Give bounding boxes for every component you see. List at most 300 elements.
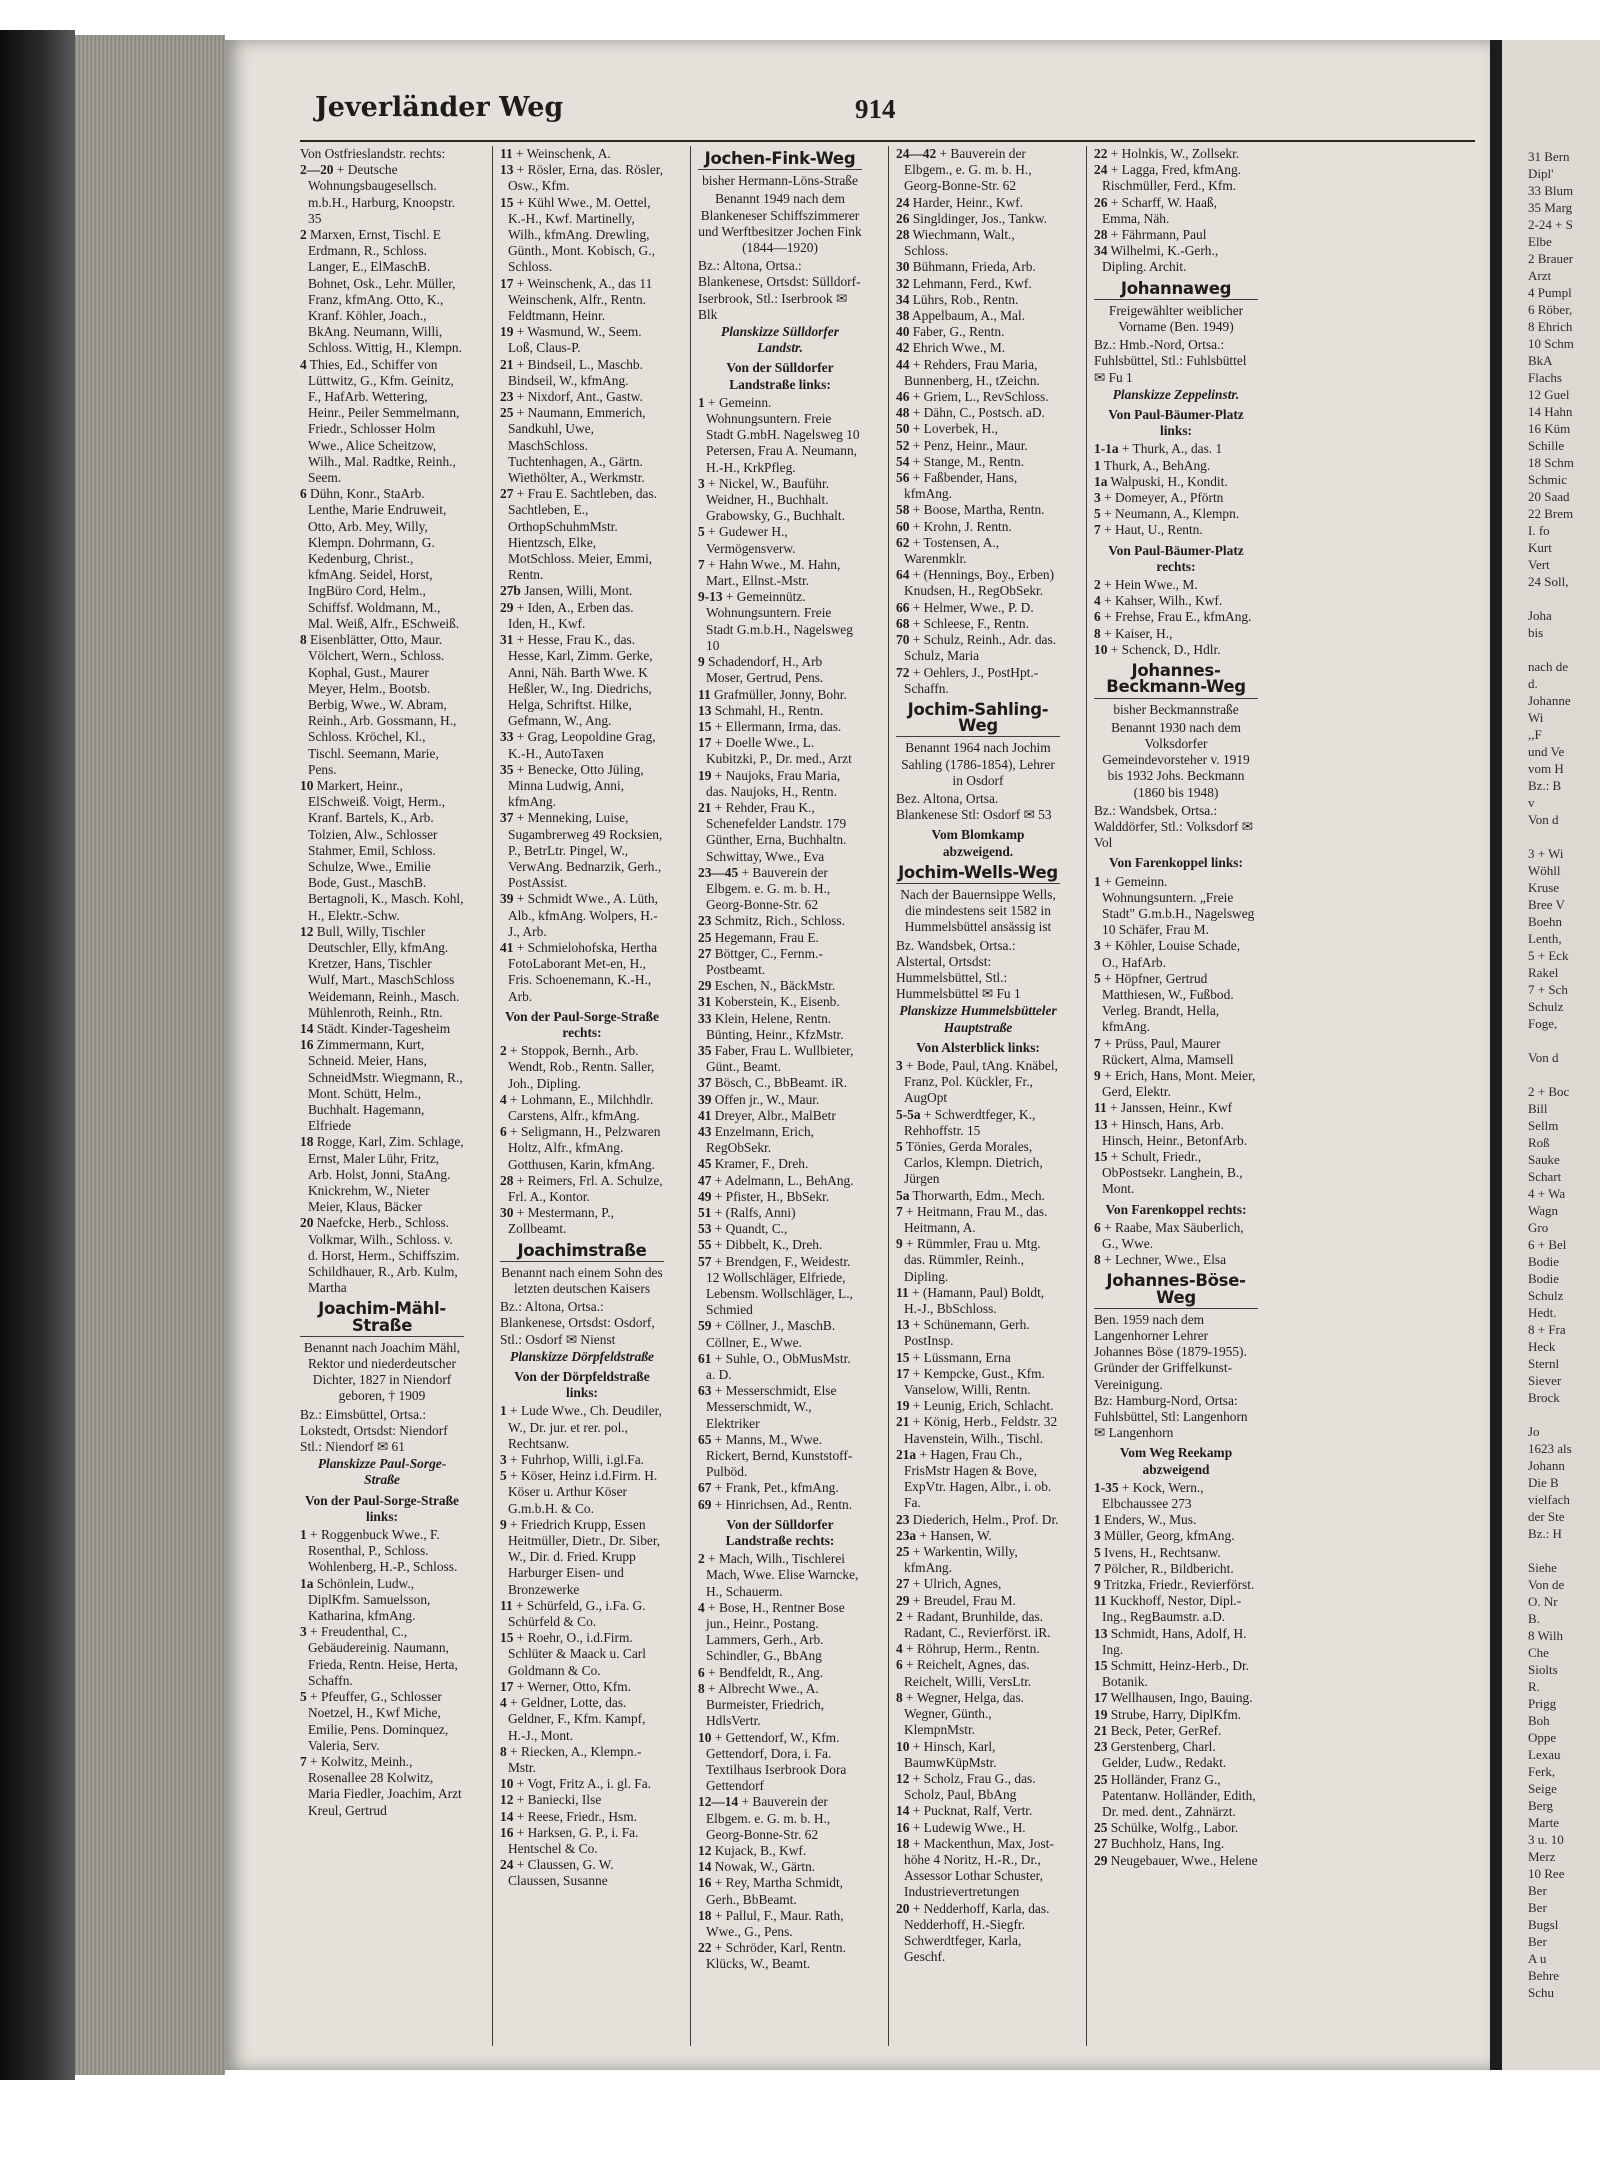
running-street-title: Jeverländer Weg — [315, 92, 564, 123]
address-entry — [698, 1075, 862, 1091]
entry-text: + Mackenthun, Max, Jost-höhe 4 Noritz, H.-R., Dr., Assessor Lothar Schuster, Industrievertretungen — [904, 1835, 1054, 1900]
section-label: Von Alsterblick links: — [916, 1039, 1040, 1055]
house-number: 2 — [896, 1608, 903, 1624]
entry-text: + Thurk, A., das. 1 — [1118, 441, 1223, 457]
entry-text: + Hesse, Frau K., das. Hesse, Karl, Zimm. Gerke, Anni, Näh. Barth Wwe. K Heßler, W., Ing. Diedrichs, Helga, Schriftst. Hilke, Gefmann, W., Ang. — [508, 632, 653, 729]
house-number: 12 — [500, 1792, 514, 1808]
entry-text: Bull, Willy, Tischler Deutschler, Elly, kfmAng. Kretzer, Hans, Tischler Wulf, Mart., MaschSchloss Weidemann, Reinh., Masch. Mühlenroth, Reinh., Rtn. — [308, 923, 460, 1020]
house-number: 23a — [896, 1527, 917, 1543]
entry-text: + Adelmann, L., BehAng. — [711, 1172, 854, 1188]
entry-text: Jansen, Willi, Mont. — [520, 583, 633, 599]
address-entry — [698, 864, 862, 914]
entry-text: + Werner, Otto, Kfm. — [513, 1678, 632, 1694]
house-number: 4 — [300, 356, 307, 372]
address-entry — [1094, 1722, 1258, 1739]
house-number: 29 — [1094, 1852, 1108, 1868]
address-entry — [500, 1678, 664, 1695]
house-number: 32 — [896, 275, 910, 291]
address-entry — [300, 1753, 464, 1819]
address-entry — [698, 1123, 862, 1156]
house-number: 16 — [896, 1819, 910, 1835]
address-entry — [1094, 641, 1258, 658]
entry-text: + Bode, Paul, tAng. Knäbel, Franz, Pol. Kückler, Fr., AugOpt — [902, 1057, 1058, 1106]
entry-text: Zimmermann, Kurt, Schneid. Meier, Hans, SchneidMstr. Wiegmann, R., Mont. Schütt, Helm., Buchhalt. Hagemann, Elfriede — [308, 1037, 463, 1134]
address-entry — [1094, 457, 1258, 474]
address-entry — [1094, 938, 1258, 970]
address-entry — [500, 1808, 664, 1825]
address-entry — [896, 1284, 1060, 1317]
address-entry — [500, 1857, 664, 1889]
house-number: 27b — [500, 583, 521, 599]
house-number: 21 — [896, 1414, 910, 1430]
entry-text: Städt. Kinder-Tagesheim — [313, 1020, 451, 1036]
entry-text: Ivens, H., Rechtsanw. — [1100, 1544, 1221, 1560]
district-info: Bz.: Altona, Ortsa.: Blankenese, Ortsdst: Osdorf, Stl.: Osdorf ✉ Nienst — [500, 1299, 655, 1347]
house-number: 23 — [896, 1511, 910, 1527]
address-entry — [698, 1172, 862, 1189]
address-entry — [698, 1859, 862, 1875]
house-number: 34 — [1094, 243, 1108, 259]
house-number: 15 — [698, 718, 712, 734]
address-entry — [500, 729, 664, 761]
address-entry — [500, 389, 664, 405]
column-divider — [690, 146, 691, 2046]
house-number: 62 — [896, 534, 910, 550]
address-entry — [698, 1680, 862, 1730]
address-entry — [500, 891, 664, 940]
entry-text: + Loverbek, H., — [909, 421, 999, 437]
entry-text: + Roggenbuck Wwe., F. Rosenthal, P., Schloss. Wohlenberg, H.-P., Schloss. — [306, 1527, 458, 1575]
house-number: 17 — [500, 275, 514, 291]
house-number: 20 — [896, 1900, 910, 1916]
entry-text: + Schwerdtfeger, K., Rehhoffstr. 15 — [904, 1106, 1036, 1138]
entry-text: + Menneking, Luise, Sugambrerweg 49 Rocksien, P., BetrLtr. Pingel, W., VerwAng. Bednarzik, Gerh., PostAssist. — [508, 810, 663, 891]
house-number: 25 — [698, 929, 712, 945]
address-entry — [896, 1738, 1060, 1771]
address-entry — [300, 1527, 464, 1576]
entry-text: + Holnkis, W., Zollsekr. — [1107, 146, 1240, 161]
address-entry — [500, 486, 664, 583]
address-entry — [1094, 1544, 1258, 1561]
address-entry — [896, 275, 1060, 292]
address-entry — [896, 1057, 1060, 1107]
address-entry — [698, 589, 862, 654]
entry-text: + Breudel, Frau M. — [909, 1592, 1016, 1608]
entry-text: + Naujoks, Frau Maria, das. Naujoks, H., Rentn. — [706, 767, 841, 799]
address-entry — [698, 1188, 862, 1205]
address-entry — [300, 1689, 464, 1754]
entry-text: + Bose, H., Rentner Bose jun., Heinr., Postang. Lammers, Gerh., Arb. Schindler, G., BbAng — [704, 1599, 845, 1664]
entry-text: + Griem, L., RevSchloss. — [909, 389, 1049, 405]
entry-text: + Kempcke, Gust., Kfm. Vanselow, Willi, Rentn. — [904, 1365, 1045, 1398]
house-number: 13 — [698, 702, 712, 718]
address-entry — [896, 1236, 1060, 1285]
address-entry — [896, 502, 1060, 518]
entry-text: Schönlein, Ludw., DiplKfm. Samuelsson, Katharina, kfmAng. — [308, 1575, 431, 1624]
address-entry — [500, 1597, 664, 1630]
house-number: 5 — [896, 1138, 903, 1154]
address-entry — [698, 475, 862, 525]
house-number: 19 — [1094, 1706, 1108, 1722]
district-info: Bz.: Wandsbek, Ortsa.: Walddörfer, Stl.: Volksdorf ✉ Vol — [1094, 802, 1253, 851]
house-number: 37 — [500, 810, 514, 826]
address-entry — [698, 1010, 862, 1043]
house-number: 4 — [698, 1599, 705, 1615]
house-number: 4 — [1094, 593, 1101, 609]
house-number: 24 — [896, 194, 910, 210]
address-entry — [698, 1042, 862, 1075]
address-entry — [500, 1516, 664, 1598]
directory-columns — [300, 146, 1475, 2056]
address-entry — [1094, 194, 1258, 227]
house-number: 22 — [1094, 146, 1108, 161]
address-entry — [300, 486, 464, 632]
entry-text: + Nedderhoff, Karla, das. Nedderhoff, H.-Siegfr. Schwerdtfeger, Karla, Geschf. — [904, 1900, 1050, 1965]
address-entry — [1094, 243, 1258, 275]
address-entry — [698, 1907, 862, 1940]
address-entry — [896, 1106, 1060, 1139]
house-number: 11 — [698, 686, 711, 702]
entry-text: + Krohn, J. Rentn. — [909, 518, 1012, 534]
house-number: 19 — [896, 1398, 910, 1414]
entry-text: + Nickel, W., Bauführ. Weidner, H., Buchhalt. Grabowsky, G., Buchhalt. — [704, 475, 845, 524]
entry-text: + Lechner, Wwe., Elsa — [1100, 1252, 1227, 1268]
entry-text: + Albrecht Wwe., A. Burmeister, Friedrich, HdlsVertr. — [704, 1680, 825, 1729]
house-number: 26 — [896, 210, 910, 226]
house-number: 6 — [1094, 1219, 1101, 1235]
entry-text: + Benecke, Otto Jüling, Minna Ludwig, Anni, kfmAng. — [508, 761, 644, 810]
address-entry — [896, 356, 1060, 389]
house-number: 17 — [896, 1365, 910, 1381]
entry-text: + Stoppok, Bernh., Arb. Wendt, Rob., Rentn. Saller, Joh., Dipling. — [506, 1043, 655, 1091]
entry-text: + Radant, Brunhilde, das. Radant, C., Revierförst. iR. — [902, 1608, 1051, 1641]
street-note: Benannt nach Joachim Mähl, Rektor und niederdeutscher Dichter, 1827 in Niendorf geboren, † 1909 — [303, 1339, 461, 1404]
house-number: 10 — [1094, 641, 1108, 657]
address-entry — [698, 1318, 862, 1350]
house-number: 42 — [896, 340, 910, 356]
house-number: 7 — [1094, 522, 1101, 538]
address-entry — [300, 1624, 464, 1689]
house-number: 29 — [896, 1592, 910, 1608]
entry-text: + Ulrich, Agnes, — [909, 1576, 1002, 1592]
address-entry — [896, 1641, 1060, 1657]
address-entry — [698, 945, 862, 978]
house-number: 23 — [1094, 1739, 1108, 1755]
street-note: Benannt nach einem Sohn des letzten deutschen Kaisers — [501, 1264, 663, 1297]
house-number: 35 — [698, 1042, 712, 1058]
entry-text: + Janssen, Heinr., Kwf — [1106, 1100, 1233, 1116]
section-label: Von der Paul-Sorge-Straße rechts: — [505, 1008, 659, 1040]
entry-text: Offen jr., W., Maur. — [711, 1091, 820, 1107]
house-number: 33 — [698, 1010, 712, 1026]
entry-text: + Lude Wwe., Ch. Deudiler, W., Dr. jur. et rer. pol., Rechtsanw. — [506, 1403, 662, 1451]
street-heading: Jochim-Wells-Weg — [896, 865, 1060, 884]
column-2 — [500, 146, 664, 2056]
address-entry — [896, 1398, 1060, 1414]
house-number: 2 — [698, 1551, 705, 1567]
column-3 — [698, 146, 862, 2056]
house-number: 14 — [500, 1808, 514, 1824]
house-number: 15 — [1094, 1148, 1108, 1164]
district-info: Bz.: Hmb.-Nord, Ortsa.: Fuhlsbüttel, Stl.: Fuhlsbüttel ✉ Fu 1 — [1094, 337, 1247, 385]
address-entry — [698, 1221, 862, 1237]
address-entry — [500, 1091, 664, 1124]
entry-text: + Köser, Heinz i.d.Firm. H. Köser u. Arthur Köser G.m.b.H. & Co. — [506, 1468, 658, 1516]
page-header — [315, 92, 1475, 136]
entry-text: + Fährmann, Paul — [1107, 227, 1207, 243]
entry-text: + Gemeinn. Wohnungsuntern. „Freie Stadt" G.m.b.H., Nagelsweg 10 Schäfer, Frau M. — [1100, 873, 1255, 938]
address-entry — [500, 405, 664, 486]
house-number: 1 — [300, 1527, 307, 1543]
entry-text: + Schmielohofska, Hertha FotoLaborant Met-en, H., Fris. Schoenemann, K.-H., Arb. — [508, 939, 658, 1004]
house-number: 12 — [896, 1770, 910, 1786]
entry-text: Tritzka, Friedr., Revierförst. — [1100, 1577, 1255, 1593]
house-number: 26 — [1094, 194, 1108, 210]
address-entry — [300, 1575, 464, 1625]
entry-text: + Doelle Wwe., L. Kubitzki, P., Dr. med., Arzt — [706, 735, 852, 767]
address-entry — [1094, 1820, 1258, 1836]
address-entry — [896, 421, 1060, 437]
house-number: 9 — [500, 1516, 507, 1532]
house-number: 5 — [1094, 1544, 1101, 1560]
entry-text: Pölcher, R., Bildbericht. — [1100, 1560, 1234, 1576]
entry-text: + Schürfeld, G., i.Fa. G. Schürfeld & Co. — [508, 1597, 646, 1630]
address-entry — [500, 1824, 664, 1857]
map-reference: Planskizze Dörpfeldstraße — [510, 1348, 654, 1364]
address-entry — [300, 227, 464, 357]
address-entry — [896, 1900, 1060, 1966]
street-note: Benannt 1930 nach dem Volksdorfer Gemeindevorsteher v. 1919 bis 1932 Johs. Beckmann (1860 bis 1948) — [1102, 719, 1250, 800]
house-number: 3 — [1094, 1528, 1101, 1544]
address-entry — [1094, 1625, 1258, 1658]
entry-text: + Reichelt, Agnes, das. Reichelt, Willi, VersLtr. — [902, 1657, 1032, 1689]
entry-text: + Manns, M., Wwe. Rickert, Bernd, Kunststoff-Pulböd. — [706, 1431, 853, 1480]
street-note: Benannt 1949 nach dem Blankeneser Schiffszimmerer und Werftbesitzer Jochen Fink (1844—1920) — [698, 191, 862, 256]
entry-text: + Mestermann, P., Zollbeamt. — [508, 1205, 614, 1237]
address-entry — [500, 194, 664, 276]
house-number: 6 — [1094, 609, 1101, 625]
house-number: 9 — [896, 1236, 903, 1252]
house-number: 33 — [500, 729, 514, 745]
address-entry — [500, 356, 664, 389]
house-number: 35 — [500, 761, 514, 777]
entry-text: + Kolwitz, Meinh., Rosenallee 28 Kolwitz, Maria Fiedler, Joachim, Arzt Kreul, Gertrud — [306, 1753, 462, 1818]
entry-text: + Raabe, Max Säuberlich, G., Wwe. — [1100, 1219, 1244, 1251]
entry-text: Bösch, C., BbBeamt. iR. — [711, 1075, 848, 1091]
map-reference: Planskizze Zeppelinstr. — [1112, 386, 1240, 402]
house-number: 39 — [500, 891, 514, 907]
house-number: 6 — [500, 1124, 507, 1140]
entry-text: + Deutsche Wohnungsbaugesellsch. m.b.H., Harburg, Knoopstr. 35 — [308, 162, 456, 226]
street-heading: Joachimstraße — [500, 1243, 664, 1262]
house-number: 21 — [500, 356, 514, 372]
entry-text: + Schenck, D., Hdlr. — [1107, 641, 1221, 657]
address-entry — [896, 146, 1060, 195]
address-entry — [1094, 473, 1258, 490]
house-number: 63 — [698, 1383, 712, 1399]
address-entry — [500, 1124, 664, 1173]
house-number: 38 — [896, 308, 910, 324]
entry-text: Schmahl, H., Rentn. — [711, 702, 824, 718]
entry-text: + Baniecki, Ilse — [513, 1792, 602, 1808]
column-1 — [300, 146, 464, 2056]
house-number: 23 — [698, 913, 712, 929]
entry-text: + Prüss, Paul, Maurer Rückert, Alma, Mamsell — [1100, 1035, 1234, 1067]
section-label: Von der Sülldorfer Landstraße links: — [726, 360, 834, 392]
entry-text: + Gudewer H., Vermögensverw. — [704, 524, 796, 556]
entry-text: + Dähn, C., Postsch. aD. — [909, 405, 1045, 421]
house-number: 31 — [698, 994, 712, 1010]
address-entry — [1094, 1560, 1258, 1577]
house-number: 48 — [896, 405, 910, 421]
address-entry — [698, 1664, 862, 1681]
address-entry — [698, 654, 862, 686]
entry-text: + Helmer, Wwe., P. D. — [909, 599, 1034, 615]
address-entry — [1094, 873, 1258, 939]
house-number: 69 — [698, 1496, 712, 1512]
entry-text: + Lüssmann, Erna — [909, 1349, 1011, 1365]
house-number: 60 — [896, 518, 910, 534]
address-entry — [698, 702, 862, 719]
entry-text: + Bauverein der Elbgem. e. G. m. b. H., Georg-Bonne-Str. 62 — [706, 1794, 831, 1842]
address-entry — [300, 1037, 464, 1134]
address-entry — [698, 1480, 862, 1496]
house-number: 43 — [698, 1123, 712, 1139]
entry-text: + Tostensen, A., Warenmklr. — [904, 534, 1000, 567]
entry-text: + Höpfner, Gertrud Matthiesen, W., Fußbod. Verleg. Brandt, Hella, kfmAng. — [1100, 970, 1234, 1035]
house-number: 15 — [500, 1630, 514, 1646]
entry-text: + (Hamann, Paul) Boldt, H.-J., BbSchloss. — [904, 1284, 1045, 1317]
entry-text: + Quandt, C., — [711, 1221, 788, 1237]
entry-text: + Schünemann, Gerh. PostInsp. — [904, 1317, 1030, 1349]
house-number: 3 — [300, 1624, 307, 1640]
house-number: 39 — [698, 1091, 712, 1107]
house-number: 8 — [300, 632, 307, 648]
house-number: 14 — [896, 1803, 910, 1819]
house-number: 16 — [300, 1037, 314, 1053]
entry-text: + Nixdorf, Ant., Gastw. — [513, 389, 643, 405]
address-entry — [896, 1608, 1060, 1641]
house-number: 37 — [698, 1075, 712, 1091]
house-number: 5 — [300, 1689, 307, 1705]
entry-text: + Freudenthal, C., Gebäudereinig. Naumann, Frieda, Rentn. Heise, Herta, Schaffn. — [306, 1624, 458, 1688]
house-number: 44 — [896, 356, 910, 372]
address-entry — [896, 1446, 1060, 1512]
address-entry — [1094, 227, 1258, 243]
house-number: 1 — [1094, 1512, 1101, 1528]
map-reference: Planskizze Hummelsbütteler Hauptstraße — [899, 1003, 1057, 1035]
address-entry — [698, 1431, 862, 1481]
house-number: 13 — [1094, 1116, 1108, 1132]
house-number: 8 — [1094, 625, 1101, 641]
house-number: 5-5a — [896, 1106, 921, 1122]
address-entry — [500, 162, 664, 194]
address-entry — [896, 308, 1060, 324]
address-entry — [1094, 593, 1258, 609]
house-number: 15 — [1094, 1658, 1108, 1674]
entry-text: + Erich, Hans, Mont. Meier, Gerd, Elektr. — [1100, 1067, 1256, 1100]
entry-text: Tönies, Gerda Morales, Carlos, Klempn. Dietrich, Jürgen — [902, 1138, 1043, 1187]
entry-text: + Fuhrhop, Willi, i.gl.Fa. — [506, 1452, 645, 1468]
address-entry — [1094, 1690, 1258, 1706]
address-entry — [896, 1349, 1060, 1366]
section-label: Von Farenkoppel rechts: — [1105, 1201, 1247, 1217]
entry-text: Markert, Heinr., ElSchweiß. Voigt, Herm., Kranf. Bartels, K., Arb. Tolzien, Alw., Schlosser Stahmer, Emil, Schloss. Schulze, Wwe., Emilie Bode, Gust., MaschB. Bertagnoli, K., Masch. Kohl, H., Elektr.-Schw. — [308, 777, 464, 923]
house-number: 11 — [896, 1284, 909, 1300]
district-info: Bz: Hamburg-Nord, Ortsa: Fuhlsbüttel, Stl: Langenhorn ✉ Langenhorn — [1094, 1392, 1248, 1441]
house-number: 1 — [500, 1403, 507, 1419]
entry-text: + Wasmund, W., Seem. Loß, Claus-P. — [508, 324, 642, 356]
house-number: 28 — [1094, 227, 1108, 243]
house-number: 24 — [500, 1857, 514, 1873]
district-info: Bz.: Eimsbüttel, Ortsa.: Lokstedt, Ortsdst: Niendorf Stl.: Niendorf ✉ 61 — [300, 1406, 448, 1455]
house-number: 27 — [896, 1576, 910, 1592]
entry-text: + Heitmann, Frau M., das. Heitmann, A. — [902, 1203, 1048, 1235]
header-rule — [300, 140, 1475, 142]
entry-text: + Scharff, W. Haaß, Emma, Näh. — [1102, 194, 1217, 226]
address-entry — [500, 1468, 664, 1517]
entry-text: + Scholz, Frau G., das. Scholz, Paul, BbAng — [904, 1770, 1036, 1803]
entry-text: + Hagen, Frau Ch., FrisMstr Hagen & Bove, ExpVtr. Hagen, Albr., i. ob. Fa. — [904, 1446, 1052, 1511]
entry-text: + Neumann, A., Klempn. — [1100, 506, 1240, 522]
address-entry — [1094, 1836, 1258, 1852]
address-entry — [896, 1527, 1060, 1544]
entry-text: Gerstenberg, Charl. Gelder, Ludw., Redakt. — [1102, 1739, 1227, 1771]
house-number: 21a — [896, 1446, 917, 1462]
address-entry — [1094, 1219, 1258, 1252]
entry-text: Schmidt, Hans, Adolf, H. Ing. — [1102, 1625, 1247, 1657]
address-entry — [896, 1414, 1060, 1446]
house-number: 30 — [500, 1205, 514, 1221]
house-number: 47 — [698, 1172, 712, 1188]
house-number: 6 — [300, 486, 307, 502]
address-entry — [300, 1020, 464, 1037]
entry-text: Lührs, Rob., Rentn. — [909, 291, 1019, 307]
address-entry — [1094, 609, 1258, 625]
entry-text: Beck, Peter, GerRef. — [1107, 1722, 1222, 1738]
house-number: 52 — [896, 437, 910, 453]
address-entry — [500, 1630, 664, 1679]
entry-text: Nowak, W., Gärtn. — [711, 1859, 816, 1875]
address-entry — [896, 664, 1060, 697]
house-number: 3 — [698, 475, 705, 491]
house-number: 23—45 — [698, 864, 739, 880]
house-number: 18 — [896, 1835, 910, 1851]
column-divider — [1086, 146, 1087, 2046]
entry-text: + Geldner, Lotte, das. Geldner, F., Kfm. Kampf, H.-J., Mont. — [506, 1695, 646, 1743]
entry-text: Wilhelmi, K.-Gerh., Dipling. Archit. — [1102, 243, 1219, 275]
entry-text: + Weinschenk, A., das 11 Weinschenk, Alfr., Rentn. Feldtmann, Heinr. — [508, 275, 653, 324]
entry-text: Schmitt, Heinz-Herb., Dr. Botanik. — [1102, 1658, 1250, 1690]
entry-text: + Pucknat, Ralf, Vertr. — [909, 1803, 1033, 1819]
street-note: Nach der Bauernsippe Wells, die mindestens seit 1582 in Hummelsbüttel ansässig ist — [900, 886, 1056, 935]
house-number: 3 — [1094, 490, 1101, 506]
house-number: 19 — [500, 324, 514, 340]
entry-text: Neugebauer, Wwe., Helene — [1107, 1852, 1258, 1868]
entry-text: Rogge, Karl, Zim. Schlage, Ernst, Maler Lühr, Fritz, Arb. Holst, Jonni, StaAng. Knickrehm, W., Nieter Meier, Klaus, Bäcker — [308, 1134, 464, 1215]
address-entry — [500, 599, 664, 632]
entry-text: + Suhle, O., ObMusMstr. a. D. — [706, 1350, 851, 1383]
address-entry — [698, 1599, 862, 1665]
house-number: 8 — [698, 1680, 705, 1696]
house-number: 14 — [698, 1859, 712, 1875]
house-number: 49 — [698, 1188, 712, 1204]
entry-text: + Warkentin, Willy, kfmAng. — [904, 1544, 1018, 1576]
address-entry — [896, 1187, 1060, 1204]
address-entry — [1094, 1148, 1258, 1198]
house-number: 10 — [300, 777, 314, 793]
address-entry — [300, 162, 464, 227]
